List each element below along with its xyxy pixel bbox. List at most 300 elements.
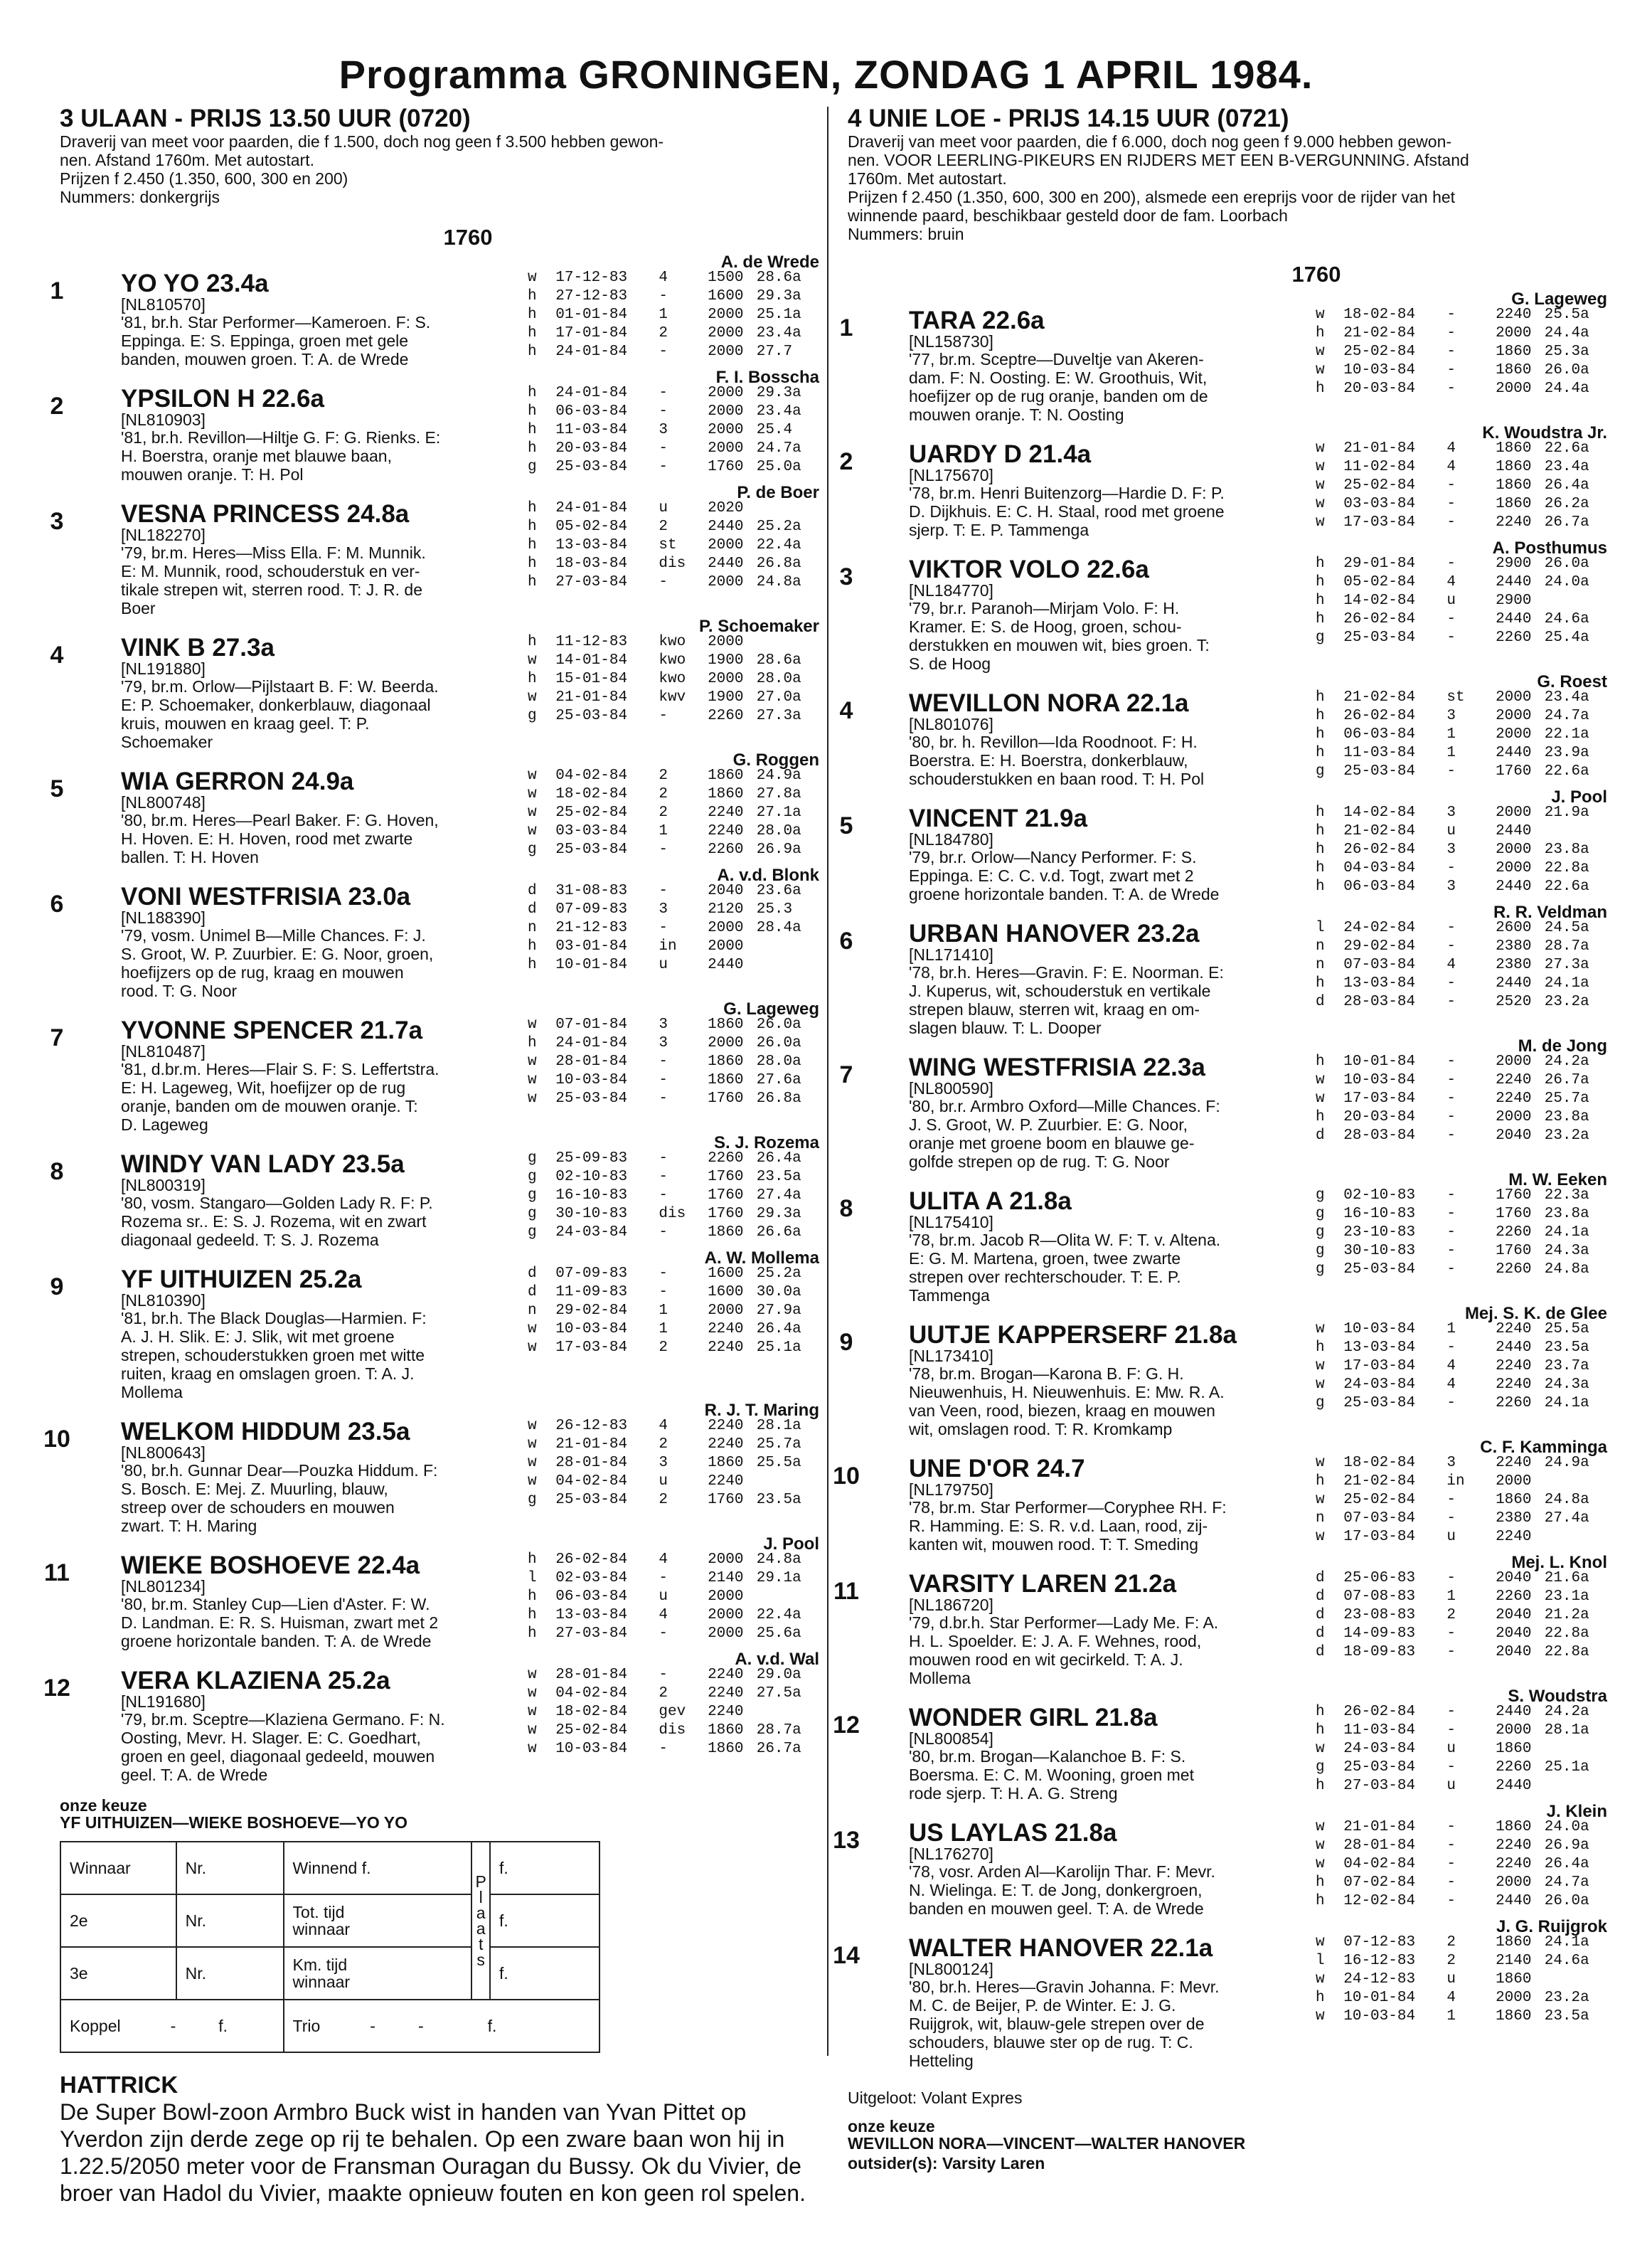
form-distance: 2440 (1496, 1339, 1532, 1356)
form-distance: 1860 (708, 1741, 744, 1757)
form-row (1310, 1053, 1607, 1071)
form-distance: 2000 (708, 440, 744, 457)
horse-info (50, 768, 522, 866)
form-km-time (1545, 1528, 1607, 1546)
form-track: h (1316, 805, 1325, 821)
horse-description-line: J. Kuperus, wit, schouderstuk en vertikale (909, 982, 1211, 1000)
form-row (1310, 1528, 1607, 1546)
form-row (522, 919, 819, 938)
horse-info (50, 1017, 522, 1134)
form-track: h (1316, 726, 1325, 743)
form-row (1310, 629, 1607, 647)
horse-name: VIKTOR VOLO 22.6a (909, 556, 1149, 583)
form-row (522, 1454, 819, 1473)
horse-description-line: groen en geel, diagonaal gedeeld, mouwen (121, 1747, 435, 1766)
horse-description-line: Ruijgrok, wit, blauw-gele strepen over de (909, 2015, 1205, 2033)
horse-row (839, 1054, 1607, 1171)
horse-registration: [NL184780] (909, 830, 993, 849)
form-distance: 2240 (708, 1418, 744, 1434)
form-date: 28-03-84 (1343, 994, 1416, 1010)
result-amount: f. (490, 1894, 599, 1947)
result-label: Winnaar (60, 1842, 176, 1894)
horse-name: WIA GERRON 24.9a (121, 768, 354, 795)
form-km-time: 26.2a (1544, 496, 1589, 512)
form-date: 06-03-84 (1343, 726, 1416, 743)
horse-row (50, 385, 819, 484)
form-date: 25-02-84 (1343, 344, 1416, 360)
horse-entry (839, 787, 1607, 903)
form-place: - (1446, 1395, 1456, 1411)
form-place: 1 (659, 1321, 668, 1337)
form-date: 02-10-83 (1343, 1187, 1416, 1204)
form-row (1310, 458, 1607, 477)
horse-name-block (60, 1268, 522, 1401)
form-distance: 1860 (1496, 496, 1532, 512)
form-date: 26-02-84 (555, 1551, 628, 1568)
horse-info (839, 920, 1310, 1037)
form-row (522, 1053, 819, 1071)
horse-row (43, 1667, 819, 1784)
form-km-time: 25.3 (756, 901, 793, 918)
form-km-time (757, 499, 819, 518)
horse-driver: G. Lageweg (1511, 290, 1607, 309)
form-km-time: 24.0a (1544, 574, 1589, 590)
form-km-time: 26.9a (1544, 1837, 1589, 1854)
form-track: d (528, 1266, 537, 1282)
race-description-line: Prijzen f 2.450 (1.350, 600, 300 en 200), alsmede een ereprijs voor de rijder van het (848, 188, 1456, 206)
form-date: 29-02-84 (555, 1302, 628, 1319)
form-row (1310, 343, 1607, 361)
form-distance: 1860 (708, 1054, 744, 1070)
form-place: 1 (1446, 2008, 1456, 2025)
form-track: w (1316, 1455, 1325, 1471)
form-track: h (1316, 1778, 1325, 1794)
form-km-time: 22.8a (1544, 860, 1589, 876)
form-track: d (1316, 1607, 1325, 1623)
horse-description-line: '79, br.m. Orlow—Pijlstaart B. F: W. Beerda. (121, 677, 439, 696)
horse-description-line: Oosting, Mevr. H. Slager. E: C. Goedhart, (121, 1729, 421, 1747)
form-track: h (528, 1625, 537, 1642)
form-place: - (659, 1625, 668, 1642)
form-date: 17-03-84 (555, 1339, 628, 1356)
horse-number: 3 (50, 508, 64, 535)
form-distance: 1860 (1496, 344, 1532, 360)
form-date: 28-03-84 (1343, 1128, 1416, 1144)
form-row (522, 1205, 819, 1224)
form-place: in (659, 938, 677, 955)
form-km-time: 26.7a (1544, 514, 1589, 531)
form-place: 4 (1446, 574, 1456, 590)
race-description-line: Draverij van meet voor paarden, die f 1.500, doch nog geen f 3.500 hebben gewon- (60, 132, 664, 151)
form-distance: 1600 (708, 1266, 744, 1282)
horse-number: 5 (50, 775, 64, 802)
form-distance: 1860 (708, 1072, 744, 1088)
form-row (522, 1703, 819, 1721)
form-place: - (659, 440, 668, 457)
form-distance: 2000 (1496, 381, 1532, 397)
horse-form-table (1310, 1187, 1607, 1305)
form-row (1310, 1970, 1607, 1989)
horse-description-line: H. Boerstra, oranje met blauwe baan, (121, 447, 392, 465)
form-row (522, 1265, 819, 1283)
form-km-time: 28.1a (1544, 1722, 1589, 1739)
trio-cell (284, 2000, 599, 2052)
form-km-time: 27.4a (1544, 1510, 1589, 1527)
horse-number: 1 (50, 277, 64, 304)
horse-form-table (522, 1016, 819, 1134)
horse-description-line: zwart. T: H. Maring (121, 1517, 257, 1535)
form-km-time: 22.8a (1544, 1644, 1589, 1660)
form-track: w (528, 270, 537, 286)
form-distance: 2260 (1496, 1395, 1532, 1411)
form-row (522, 1090, 819, 1108)
form-distance: 2440 (708, 556, 744, 572)
hattrick-title: HATTRICK (60, 2071, 178, 2098)
horse-description-line: Kramer. E: S. de Hoog, groen, schou- (909, 617, 1182, 636)
form-date: 23-10-83 (1343, 1224, 1416, 1241)
form-place: - (1446, 920, 1456, 936)
form-distance: 2380 (1496, 1510, 1532, 1527)
form-km-time: 25.5a (1544, 1321, 1589, 1337)
form-km-time: 22.1a (1544, 726, 1589, 743)
form-track: w (1316, 1358, 1325, 1374)
form-km-time: 23.9a (1544, 745, 1589, 761)
form-distance: 2000 (1496, 726, 1532, 743)
horse-form-table (522, 1666, 819, 1784)
horse-description-line: '80, br.h. Heres—Gravin Johanna. F: Mevr. (909, 1978, 1220, 1996)
form-distance: 2000 (1496, 1473, 1532, 1490)
form-distance: 2000 (1496, 842, 1532, 858)
form-distance: 1760 (708, 459, 744, 475)
horse-form-table (522, 269, 819, 368)
form-place: 3 (659, 1017, 668, 1033)
form-place: 1 (1446, 726, 1456, 743)
horse-description-line: tikale strepen wit, sterren rood. T: J. R. de (121, 580, 422, 599)
horse-description-line: Tammenga (909, 1286, 990, 1305)
form-distance: 2000 (1496, 1990, 1532, 2006)
horse-entry (839, 903, 1607, 1037)
form-row (1310, 1187, 1607, 1205)
horse-driver: A. W. Mollema (704, 1248, 819, 1268)
form-distance: 2260 (1496, 1759, 1532, 1776)
form-distance: 2240 (1496, 1529, 1532, 1545)
form-row (522, 518, 819, 536)
form-place: - (1446, 1091, 1456, 1107)
horse-name: TARA 22.6a (909, 307, 1045, 334)
horse-number: 3 (839, 563, 853, 590)
form-km-time: 24.2a (1544, 1054, 1589, 1070)
race-distance: 1760 (443, 225, 493, 250)
form-date: 18-02-84 (1343, 307, 1416, 323)
horse-description-line: schouders, blauwe ster op de rug. T: C. (909, 2033, 1193, 2052)
form-row (1310, 1108, 1607, 1127)
form-date: 13-03-84 (555, 537, 628, 553)
form-date: 06-03-84 (1343, 879, 1416, 895)
form-place: 4 (1446, 440, 1456, 457)
form-distance: 2120 (708, 901, 744, 918)
result-nr: Nr. (176, 1947, 284, 2000)
form-distance: 2240 (1496, 307, 1532, 323)
form-place: 1 (1446, 745, 1456, 761)
form-track: g (1316, 1759, 1325, 1776)
form-place: - (659, 385, 668, 401)
form-km-time (757, 633, 819, 652)
horse-name: VINCENT 21.9a (909, 805, 1087, 832)
form-distance: 1860 (1496, 440, 1532, 457)
form-distance: 2240 (708, 805, 744, 821)
form-distance: 2000 (708, 344, 744, 360)
form-km-time: 24.1a (1544, 975, 1589, 992)
form-track: w (1316, 440, 1325, 457)
horse-form-table (522, 882, 819, 1000)
form-distance: 2000 (708, 422, 744, 438)
form-km-time: 26.9a (756, 842, 801, 858)
form-row (1310, 1777, 1607, 1795)
horse-form-table (1310, 306, 1607, 424)
form-date: 25-03-84 (1343, 1395, 1416, 1411)
horse-name-block (60, 387, 522, 484)
horse-form-table (1310, 1933, 1607, 2070)
form-track: h (528, 537, 537, 553)
form-track: d (528, 901, 537, 918)
form-track: w (528, 1321, 537, 1337)
form-row (1310, 1740, 1607, 1758)
horse-name-block (848, 1936, 1310, 2070)
horse-description-line: D. Landman. E: R. S. Huisman, zwart met 2 (121, 1613, 439, 1632)
form-place: 3 (1446, 879, 1456, 895)
form-track: w (1316, 1376, 1325, 1393)
horse-registration: [NL191680] (121, 1692, 206, 1711)
horse-description-line: oranje, banden om de mouwen oranje. T: (121, 1097, 418, 1115)
form-track: w (528, 823, 537, 839)
form-km-time: 25.0a (756, 459, 801, 475)
form-place: - (1446, 994, 1456, 1010)
form-row (522, 1339, 819, 1357)
form-date: 28-01-84 (555, 1455, 628, 1471)
form-row (522, 1491, 819, 1509)
form-distance: 1860 (708, 1455, 744, 1471)
form-track: g (528, 1492, 537, 1508)
form-row (1310, 1569, 1607, 1588)
form-place: - (1446, 630, 1456, 646)
horse-name: WONDER GIRL 21.8a (909, 1704, 1158, 1731)
horse-description-line: '81, br.h. The Black Douglas—Harmien. F: (121, 1309, 427, 1327)
form-distance: 1760 (1496, 1243, 1532, 1259)
form-track: d (1316, 1625, 1325, 1642)
form-place: 4 (659, 1551, 668, 1568)
horse-name: UUTJE KAPPERSERF 21.8a (909, 1321, 1237, 1349)
form-row (522, 956, 819, 975)
form-date: 16-10-83 (1343, 1206, 1416, 1222)
form-km-time: 23.4a (756, 403, 801, 420)
form-row (522, 1606, 819, 1625)
hattrick-text: De Super Bowl-zoon Armbro Buck wist in handen van Yvan Pittet op Yverdon zijn derde zege op rij te behalen. Op een zware baan won hij in 1.22.5/2050 meter voor de Fransman Ouragan du Bussy. Ok du Vivier, de broer van Hadol du Vivier, maakte opnieuw fouten en kon geen rol spelen. (60, 2099, 806, 2206)
form-row (522, 938, 819, 956)
form-km-time: 27.9a (756, 1302, 801, 1319)
horse-registration: [NL810487] (121, 1042, 206, 1061)
form-date: 25-03-84 (1343, 1759, 1416, 1776)
form-place: - (659, 1072, 668, 1088)
horse-number: 9 (50, 1273, 64, 1300)
form-track: h (1316, 556, 1325, 572)
horse-info (44, 1551, 522, 1650)
form-km-time: 22.8a (1544, 1625, 1589, 1642)
form-km-time: 23.5a (756, 1169, 801, 1185)
form-distance: 2000 (708, 920, 744, 936)
form-date: 21-02-84 (1343, 823, 1416, 839)
form-date: 10-03-84 (555, 1321, 628, 1337)
result-entry-table (60, 1841, 600, 2053)
form-km-time: 26.7a (1544, 1072, 1589, 1088)
form-date: 25-03-84 (1343, 630, 1416, 646)
form-km-time: 23.5a (1544, 1339, 1589, 1356)
form-place: - (1446, 1339, 1456, 1356)
horse-description-line: E: M. Munnik, rood, schouderstuk en ver- (121, 562, 420, 580)
form-distance: 2520 (1496, 994, 1532, 1010)
form-row (522, 1034, 819, 1053)
horse-name-block (60, 1551, 522, 1650)
form-distance: 2260 (1496, 1588, 1532, 1605)
form-date: 14-02-84 (1343, 593, 1416, 609)
form-place: u (1446, 823, 1456, 839)
horse-driver: J. G. Ruijgrok (1496, 1917, 1607, 1936)
form-date: 21-01-84 (555, 689, 628, 706)
race-column-right (833, 105, 1607, 2172)
form-track: w (528, 1091, 537, 1107)
horse-info (50, 1150, 522, 1249)
horse-description-line: D. Lageweg (121, 1115, 208, 1134)
form-distance: 1860 (1496, 1971, 1532, 1988)
form-place: - (1446, 556, 1456, 572)
form-row (522, 1320, 819, 1339)
form-distance: 2000 (1496, 689, 1532, 706)
horse-row (50, 500, 819, 617)
form-track: l (1316, 920, 1325, 936)
form-distance: 2000 (1496, 805, 1532, 821)
form-row (1310, 440, 1607, 458)
horse-number: 8 (839, 1195, 853, 1222)
form-distance: 1760 (1496, 763, 1532, 780)
horse-description-line: mouwen oranje. T: H. Pol (121, 465, 304, 484)
form-track: h (1316, 823, 1325, 839)
form-place: - (659, 1054, 668, 1070)
horse-description-line: ruiten, kraag en omslagen groen. T: A. J. (121, 1364, 415, 1383)
horse-registration: [NL800748] (121, 793, 206, 812)
form-place: 2 (1446, 1934, 1456, 1951)
form-place: 4 (659, 1607, 668, 1623)
horse-registration: [NL179750] (909, 1480, 993, 1499)
form-km-time: 28.4a (756, 920, 801, 936)
withdrawn-note: Uitgeloot: Volant Expres (848, 2089, 1023, 2107)
horse-description-line: N. Wielinga. E: T. de Jong, donkergroen, (909, 1881, 1203, 1899)
horse-description-line: golfde strepen op de rug. T: G. Noor (909, 1152, 1170, 1171)
form-track: g (1316, 630, 1325, 646)
form-row (1310, 956, 1607, 975)
horse-entry (833, 1802, 1607, 1918)
form-date: 01-01-84 (555, 307, 628, 323)
form-row (1310, 1721, 1607, 1740)
horse-description-line: '80, br.m. Heres—Pearl Baker. F: G. Hoven, (121, 811, 439, 829)
form-date: 10-03-84 (1343, 1072, 1416, 1088)
horse-name-block (848, 922, 1310, 1037)
form-date: 21-01-84 (1343, 440, 1416, 457)
form-date: 07-03-84 (1343, 957, 1416, 973)
race-description (848, 132, 1607, 243)
form-track: d (1316, 1570, 1325, 1586)
form-distance: 2240 (1496, 1072, 1532, 1088)
horse-number: 11 (833, 1578, 859, 1605)
form-row (522, 785, 819, 804)
horse-driver: G. Roest (1537, 672, 1607, 691)
form-km-time: 27.4a (756, 1187, 801, 1204)
horse-row (839, 689, 1607, 788)
form-row (1310, 1242, 1607, 1261)
form-row (1310, 1989, 1607, 2007)
horse-info (839, 689, 1310, 788)
horse-driver: R. R. Veldman (1493, 903, 1607, 922)
form-date: 30-10-83 (1343, 1243, 1416, 1259)
horse-entry (839, 538, 1607, 673)
form-place: u (659, 1588, 668, 1605)
horse-registration: [NL800124] (909, 1960, 993, 1978)
form-track: w (528, 1017, 537, 1033)
form-km-time: 26.0a (1544, 1893, 1589, 1909)
form-row (522, 287, 819, 306)
form-row (1310, 477, 1607, 495)
horse-row (50, 1017, 819, 1134)
form-km-time: 22.6a (1544, 879, 1589, 895)
form-date: 29-01-84 (1343, 556, 1416, 572)
form-distance: 1760 (708, 1187, 744, 1204)
horse-row (50, 1150, 819, 1249)
koppel-dash: - (170, 2016, 176, 2035)
horse-entry (50, 866, 819, 1000)
horse-description-line: kruis, mouwen en kraag geel. T: P. (121, 714, 370, 733)
form-km-time (1545, 1970, 1607, 1989)
horse-description-line: hoefijzers op de rug, kraag en mouwen (121, 963, 404, 982)
horse-registration: [NL186720] (909, 1596, 993, 1614)
form-track: w (1316, 514, 1325, 531)
form-distance: 1500 (708, 270, 744, 286)
form-km-time: 26.8a (756, 556, 801, 572)
form-track: w (1316, 1971, 1325, 1988)
horse-row (50, 768, 819, 866)
result-amount: f. (490, 1842, 599, 1894)
form-track: h (528, 403, 537, 420)
form-row (522, 670, 819, 689)
horse-number: 13 (833, 1827, 860, 1854)
form-distance: 2040 (1496, 1625, 1532, 1642)
form-date: 26-12-83 (555, 1418, 628, 1434)
form-km-time: 29.3a (756, 288, 801, 304)
form-distance: 1900 (708, 689, 744, 706)
form-date: 20-03-84 (555, 440, 628, 457)
form-place: 3 (659, 1035, 668, 1051)
form-distance: 2000 (1496, 1054, 1532, 1070)
form-place: - (659, 403, 668, 420)
form-track: w (1316, 1091, 1325, 1107)
form-place: 2 (659, 1685, 668, 1702)
form-km-time: 27.5a (756, 1685, 801, 1702)
form-row (1310, 2007, 1607, 2026)
form-track: h (528, 938, 537, 955)
horse-description-line: Mollema (121, 1383, 183, 1401)
form-track: g (1316, 763, 1325, 780)
form-date: 25-03-84 (555, 459, 628, 475)
form-date: 28-01-84 (555, 1054, 628, 1070)
horse-registration: [NL800854] (909, 1729, 993, 1748)
form-track: g (528, 1150, 537, 1167)
